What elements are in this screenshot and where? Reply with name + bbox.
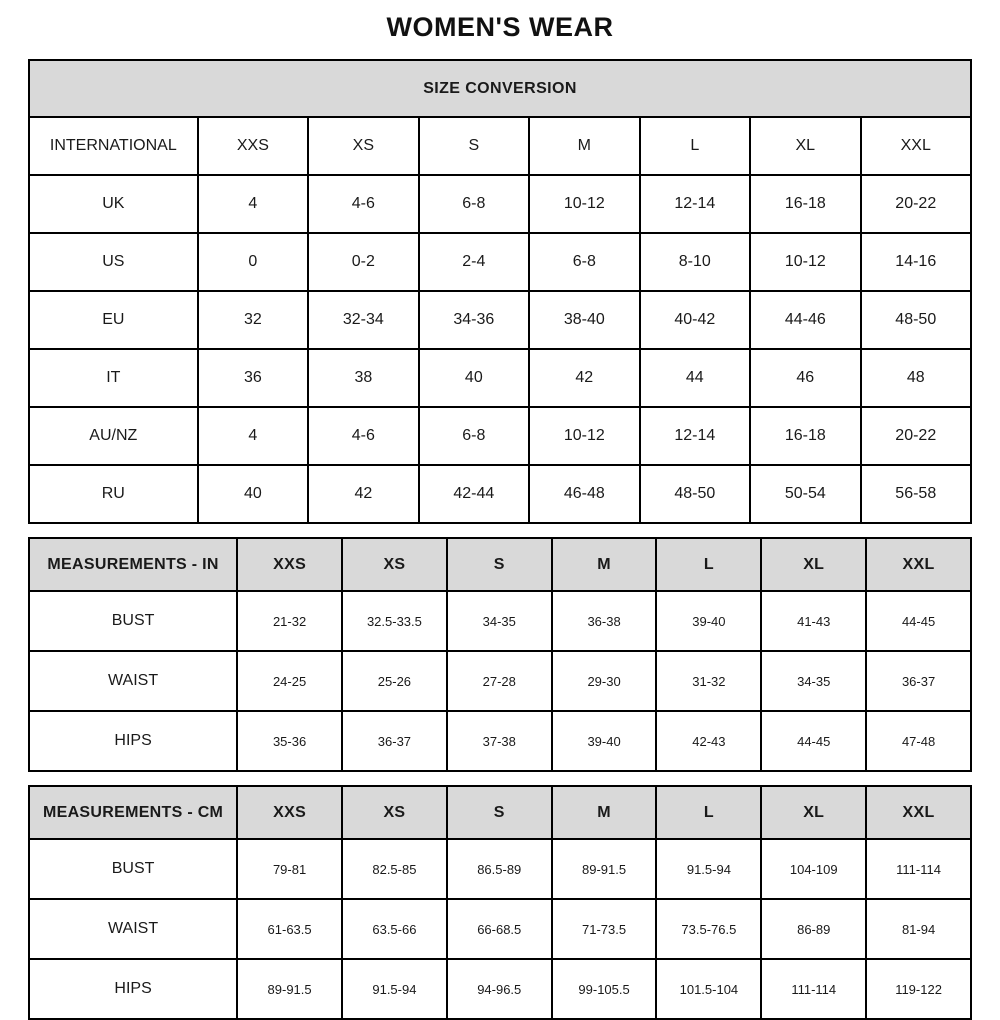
row-label: BUST	[29, 839, 237, 899]
measure-cell: 36-37	[866, 651, 971, 711]
size-cell: 56-58	[861, 465, 971, 523]
size-cell: 6-8	[419, 407, 529, 465]
measure-cell: 101.5-104	[656, 959, 761, 1019]
header-cell-xxs: XXS	[237, 786, 342, 839]
row-label: HIPS	[29, 711, 237, 771]
measure-cell: 27-28	[447, 651, 552, 711]
measure-cell: 104-109	[761, 839, 866, 899]
size-cell: 44-46	[750, 291, 860, 349]
size-cell: 34-36	[419, 291, 529, 349]
row-uk	[29, 175, 971, 233]
size-cell: 42	[529, 349, 639, 407]
size-cell: 38	[308, 349, 418, 407]
measure-cell: 86.5-89	[447, 839, 552, 899]
header-cell-xxs: XXS	[237, 538, 342, 591]
size-cell: 10-12	[529, 175, 639, 233]
header-cell-international: INTERNATIONAL	[29, 117, 198, 175]
measure-cell: 44-45	[866, 591, 971, 651]
measure-cell: 39-40	[552, 711, 657, 771]
size-cell: 46	[750, 349, 860, 407]
size-cell: 6-8	[529, 233, 639, 291]
header-cell-l: L	[656, 538, 761, 591]
measure-cell: 47-48	[866, 711, 971, 771]
header-cell-xl: XL	[761, 538, 866, 591]
row-label: WAIST	[29, 899, 237, 959]
header-cell-m: M	[552, 786, 657, 839]
measure-cell: 34-35	[447, 591, 552, 651]
header-cell-l: L	[640, 117, 750, 175]
measure-cell: 119-122	[866, 959, 971, 1019]
row-label: EU	[29, 291, 198, 349]
size-cell: 4-6	[308, 175, 418, 233]
row-bust-in	[29, 591, 971, 651]
size-cell: 12-14	[640, 407, 750, 465]
row-waist-in	[29, 651, 971, 711]
size-cell: 16-18	[750, 175, 860, 233]
size-cell: 42	[308, 465, 418, 523]
measure-cell: 81-94	[866, 899, 971, 959]
size-cell: 42-44	[419, 465, 529, 523]
size-cell: 48	[861, 349, 971, 407]
row-eu	[29, 291, 971, 349]
measure-cell: 32.5-33.5	[342, 591, 447, 651]
size-cell: 4-6	[308, 407, 418, 465]
measure-cell: 24-25	[237, 651, 342, 711]
size-conversion-caption: SIZE CONVERSION	[29, 60, 971, 117]
measure-cell: 73.5-76.5	[656, 899, 761, 959]
size-cell: 44	[640, 349, 750, 407]
row-hips-in	[29, 711, 971, 771]
size-cell: 48-50	[861, 291, 971, 349]
measure-cell: 86-89	[761, 899, 866, 959]
size-conversion-table	[28, 59, 972, 524]
size-cell: 2-4	[419, 233, 529, 291]
header-cell-l: L	[656, 786, 761, 839]
header-cell-xs: XS	[308, 117, 418, 175]
measurements-cm-caption: MEASUREMENTS - CM	[29, 786, 237, 839]
size-cell: 4	[198, 407, 308, 465]
row-label: US	[29, 233, 198, 291]
measure-cell: 31-32	[656, 651, 761, 711]
measure-cell: 66-68.5	[447, 899, 552, 959]
measure-cell: 63.5-66	[342, 899, 447, 959]
size-cell: 48-50	[640, 465, 750, 523]
row-label: RU	[29, 465, 198, 523]
size-cell: 12-14	[640, 175, 750, 233]
size-cell: 40	[419, 349, 529, 407]
measure-cell: 111-114	[866, 839, 971, 899]
size-conversion-header-row	[29, 117, 971, 175]
measure-cell: 99-105.5	[552, 959, 657, 1019]
measure-cell: 89-91.5	[237, 959, 342, 1019]
size-cell: 8-10	[640, 233, 750, 291]
measure-cell: 79-81	[237, 839, 342, 899]
row-label: WAIST	[29, 651, 237, 711]
header-cell-s: S	[419, 117, 529, 175]
size-conversion-caption-row	[29, 60, 971, 117]
measure-cell: 89-91.5	[552, 839, 657, 899]
measure-cell: 61-63.5	[237, 899, 342, 959]
row-us	[29, 233, 971, 291]
header-cell-xxl: XXL	[866, 538, 971, 591]
measure-cell: 82.5-85	[342, 839, 447, 899]
measure-cell: 34-35	[761, 651, 866, 711]
measure-cell: 44-45	[761, 711, 866, 771]
measurements-in-caption: MEASUREMENTS - IN	[29, 538, 237, 591]
header-cell-xs: XS	[342, 538, 447, 591]
size-cell: 32-34	[308, 291, 418, 349]
header-cell-xxl: XXL	[866, 786, 971, 839]
measure-cell: 71-73.5	[552, 899, 657, 959]
row-hips-cm	[29, 959, 971, 1019]
row-waist-cm	[29, 899, 971, 959]
measure-cell: 35-36	[237, 711, 342, 771]
size-cell: 46-48	[529, 465, 639, 523]
measurements-cm-header-row	[29, 786, 971, 839]
measure-cell: 91.5-94	[342, 959, 447, 1019]
row-label: IT	[29, 349, 198, 407]
size-cell: 38-40	[529, 291, 639, 349]
header-cell-xxl: XXL	[861, 117, 971, 175]
size-cell: 32	[198, 291, 308, 349]
header-cell-xl: XL	[750, 117, 860, 175]
measure-cell: 42-43	[656, 711, 761, 771]
header-cell-s: S	[447, 786, 552, 839]
size-cell: 50-54	[750, 465, 860, 523]
size-cell: 20-22	[861, 175, 971, 233]
size-cell: 4	[198, 175, 308, 233]
header-cell-xl: XL	[761, 786, 866, 839]
size-chart-page	[28, 0, 972, 1020]
measure-cell: 94-96.5	[447, 959, 552, 1019]
header-cell-s: S	[447, 538, 552, 591]
row-ru	[29, 465, 971, 523]
measure-cell: 25-26	[342, 651, 447, 711]
row-label: UK	[29, 175, 198, 233]
measure-cell: 39-40	[656, 591, 761, 651]
measure-cell: 91.5-94	[656, 839, 761, 899]
header-cell-xs: XS	[342, 786, 447, 839]
row-aunz	[29, 407, 971, 465]
size-cell: 40-42	[640, 291, 750, 349]
measure-cell: 41-43	[761, 591, 866, 651]
measure-cell: 37-38	[447, 711, 552, 771]
size-cell: 10-12	[750, 233, 860, 291]
measurements-in-header-row	[29, 538, 971, 591]
size-cell: 0-2	[308, 233, 418, 291]
page-title: WOMEN'S WEAR	[386, 12, 614, 42]
measure-cell: 36-38	[552, 591, 657, 651]
size-cell: 6-8	[419, 175, 529, 233]
row-label: AU/NZ	[29, 407, 198, 465]
header-cell-m: M	[529, 117, 639, 175]
row-bust-cm	[29, 839, 971, 899]
measurements-cm-table	[28, 785, 972, 1020]
row-label: HIPS	[29, 959, 237, 1019]
size-cell: 10-12	[529, 407, 639, 465]
measure-cell: 21-32	[237, 591, 342, 651]
row-label: BUST	[29, 591, 237, 651]
row-it	[29, 349, 971, 407]
measure-cell: 36-37	[342, 711, 447, 771]
size-cell: 16-18	[750, 407, 860, 465]
header-cell-xxs: XXS	[198, 117, 308, 175]
size-cell: 0	[198, 233, 308, 291]
measure-cell: 111-114	[761, 959, 866, 1019]
measurements-in-table	[28, 537, 972, 772]
size-cell: 20-22	[861, 407, 971, 465]
size-cell: 14-16	[861, 233, 971, 291]
measure-cell: 29-30	[552, 651, 657, 711]
size-cell: 36	[198, 349, 308, 407]
header-cell-m: M	[552, 538, 657, 591]
size-cell: 40	[198, 465, 308, 523]
